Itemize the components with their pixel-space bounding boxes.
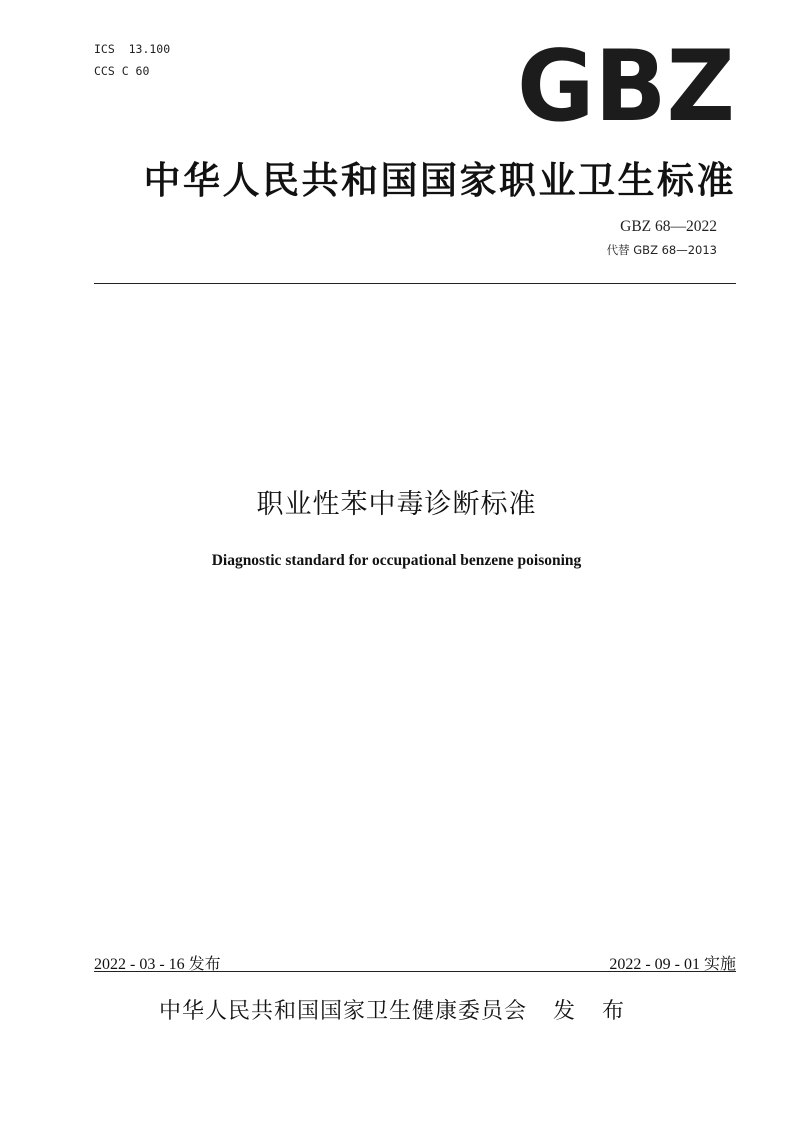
standard-number: GBZ 68—2022: [620, 218, 717, 235]
ccs-code: CCS C 60: [94, 64, 150, 78]
ics-code: ICS 13.100: [94, 42, 171, 56]
issuing-authority: [0, 994, 793, 1025]
svg-text:GBZ: GBZ: [517, 44, 735, 126]
issue-date: 2022 - 03 - 16 发布: [94, 956, 221, 973]
classification-codes: [94, 38, 170, 82]
document-title-english: Diagnostic standard for occupational benzene poisoning: [211, 552, 582, 569]
issue-action: 发 布: [553, 999, 634, 1024]
header-divider: [94, 283, 736, 284]
document-title-chinese: 职业性苯中毒诊断标准: [256, 489, 537, 520]
implementation-date: 2022 - 09 - 01 实施: [609, 956, 736, 973]
issuer-name: 中华人民共和国国家卫生健康委员会: [158, 999, 527, 1024]
replaced-standard: 代替 GBZ 68—2013: [606, 243, 717, 257]
footer-divider: [94, 971, 736, 972]
organization-title: 中华人民共和国国家职业卫生标准: [143, 158, 736, 202]
gbz-logo: [515, 44, 737, 126]
